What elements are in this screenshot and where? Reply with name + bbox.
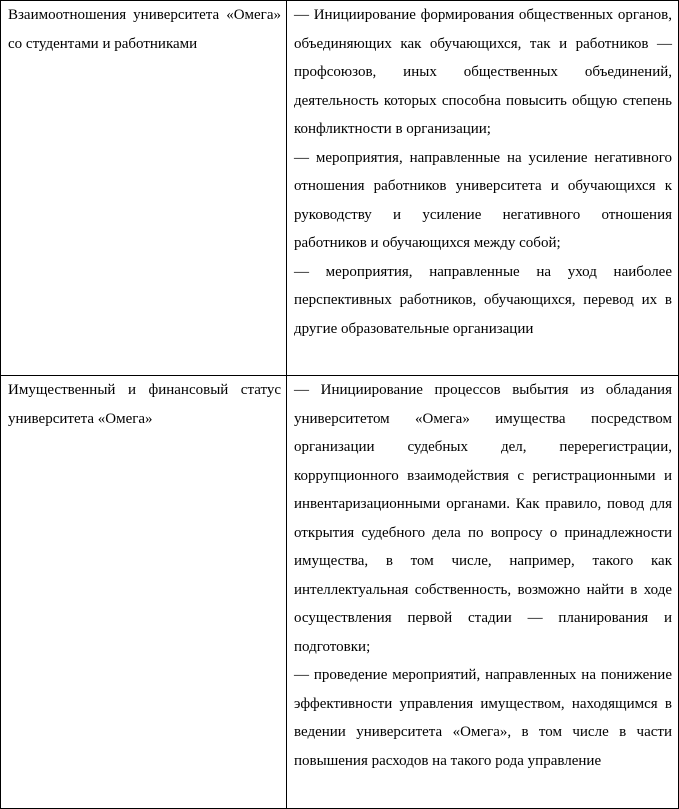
table-row — [1, 1, 679, 376]
row-1-paragraph-1: — Инициирование формирования общественных органов, объединяющих как обучающихся, так и работников — профсоюзов, иных общественных объединений, деятельность которых способна повысить общую степень конфликтности в организации; — [294, 7, 672, 137]
table-row — [1, 376, 679, 809]
row-1-heading: Взаимоотношения университета «Омега» со студентами и работниками — [8, 7, 281, 52]
row-1-content-cell — [287, 1, 679, 376]
row-1-heading-cell — [1, 1, 287, 376]
row-2-heading-cell — [1, 376, 287, 809]
row-2-paragraph-1: — Инициирование процессов выбытия из обладания университетом «Омега» имущества посредством организации судебных дел, перерегистрации, коррупционного взаимодействия с регистрационными и инвентаризационными органами. Как правило, повод для открытия судебного дела по вопросу о принадлежности имущества, в том числе, например, такого как интеллектуальная собственность, возможно найти в ходе осуществления первой стадии — планирования и подготовки; — [294, 382, 672, 655]
row-1-paragraph-3: — мероприятия, направленные на уход наиболее перспективных работников, обучающихся, перевод их в другие образовательные организации — [294, 263, 672, 337]
row-2-heading: Имущественный и финансовый статус университета «Омега» — [8, 382, 281, 427]
row-2-paragraph-2: — проведение мероприятий, направленных на понижение эффективности управления имуществом, находящимся в ведении университета «Омега», в том числе в части повышения расходов на такого рода управление — [294, 667, 672, 769]
row-2-content-cell — [287, 376, 679, 809]
row-1-paragraph-2: — мероприятия, направленные на усиление негативного отношения работников университета и обучающихся к руководству и усиление негативного отношения работников и обучающихся между собой; — [294, 149, 672, 251]
